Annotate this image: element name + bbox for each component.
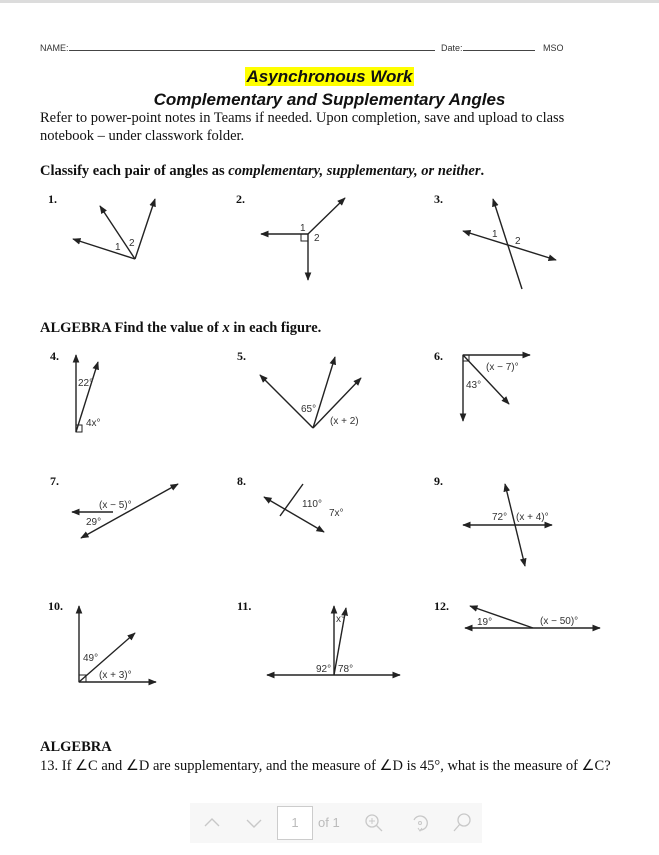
- fig6-label-x7: (x − 7)°: [486, 362, 519, 373]
- problem-11-number: 11.: [237, 599, 252, 613]
- date-label: Date:: [441, 43, 463, 53]
- figure-11: [267, 606, 400, 675]
- problem-6-number: 6.: [434, 349, 443, 363]
- fig4-label-22: 22°: [78, 378, 94, 389]
- figure-3: [463, 199, 556, 289]
- fig10-label-x3: (x + 3)°: [99, 670, 132, 681]
- fig8-label-110: 110°: [302, 499, 322, 510]
- fig5-label-65: 65°: [301, 404, 317, 415]
- fig11-label-78: 78°: [338, 664, 354, 675]
- figure-7: [72, 484, 178, 538]
- rotate-icon: [408, 811, 432, 835]
- chevron-down-icon: [242, 811, 266, 835]
- problem-7-number: 7.: [50, 474, 59, 488]
- fig5-label-x2: (x + 2): [330, 416, 359, 427]
- question-13: 13. If ∠C and ∠D are supplementary, and the measure of ∠D is 45°, what is the measure of ∠C?: [40, 758, 611, 774]
- problem-9-number: 9.: [434, 474, 443, 488]
- heading-prefix: ALGEBRA Find the value of: [40, 320, 223, 336]
- figure-1: [73, 199, 155, 259]
- name-label: NAME:: [40, 43, 69, 53]
- problem-10-number: 10.: [48, 599, 63, 613]
- fig7-label-x5: (x − 5)°: [99, 500, 132, 511]
- fig7-label-29: 29°: [86, 517, 102, 528]
- fig12-label-19: 19°: [477, 617, 493, 628]
- fig3-label-2: 2: [515, 236, 521, 247]
- fig12-label-x50: (x − 50)°: [540, 616, 579, 627]
- heading-var: x: [222, 320, 230, 336]
- page-number-input[interactable]: 1: [277, 806, 313, 840]
- fig1-label-2: 2: [129, 238, 135, 249]
- fig2-label-1: 1: [300, 223, 306, 234]
- figure-2: [261, 198, 345, 280]
- title-text: Asynchronous Work: [246, 67, 413, 86]
- fig1-label-1: 1: [115, 242, 121, 253]
- problem-2-number: 2.: [236, 192, 245, 206]
- fig4-label-4x: 4x°: [86, 418, 101, 429]
- fig8-label-7x: 7x°: [329, 508, 344, 519]
- fig11-label-x: x°: [336, 614, 345, 625]
- problem-12-number: 12.: [434, 599, 449, 613]
- zoom-in-icon: [362, 811, 386, 835]
- mso-label: MSO: [543, 43, 564, 53]
- fig6-label-43: 43°: [466, 380, 482, 391]
- zoom-in-button[interactable]: [362, 811, 386, 835]
- fig9-label-x4: (x + 4)°: [516, 512, 549, 523]
- fig10-label-49: 49°: [83, 653, 99, 664]
- chevron-up-icon: [200, 811, 224, 835]
- problem-8-number: 8.: [237, 474, 246, 488]
- fig2-label-2: 2: [314, 233, 320, 244]
- heading-italic: complementary, supplementary, or neither: [228, 163, 481, 179]
- section2-heading: [40, 319, 321, 337]
- problem-1-number: 1.: [48, 192, 57, 206]
- heading-end: .: [480, 163, 485, 179]
- figure-9: [463, 484, 552, 566]
- next-page-button[interactable]: [242, 811, 266, 835]
- pdf-viewer-toolbar: [190, 803, 482, 843]
- fig11-label-92: 92°: [316, 664, 332, 675]
- heading-suffix: in each figure.: [229, 320, 322, 336]
- section3-heading: ALGEBRA: [40, 739, 112, 755]
- problem-4-number: 4.: [50, 349, 59, 363]
- heading-text: Classify each pair of angles as: [40, 163, 229, 179]
- instructions: Refer to power-point notes in Teams if needed. Upon completion, save and upload to class notebook – under classwork folder.: [40, 110, 565, 144]
- previous-page-button[interactable]: [200, 811, 224, 835]
- fig3-label-1: 1: [492, 229, 498, 240]
- search-icon: [450, 811, 474, 835]
- problem-3-number: 3.: [434, 192, 443, 206]
- fig9-label-72: 72°: [492, 512, 508, 523]
- rotate-button[interactable]: [408, 811, 432, 835]
- problem-5-number: 5.: [237, 349, 246, 363]
- page-subtitle: Complementary and Supplementary Angles: [153, 90, 506, 109]
- page-total-label: of 1: [318, 815, 340, 830]
- search-button[interactable]: [450, 811, 474, 835]
